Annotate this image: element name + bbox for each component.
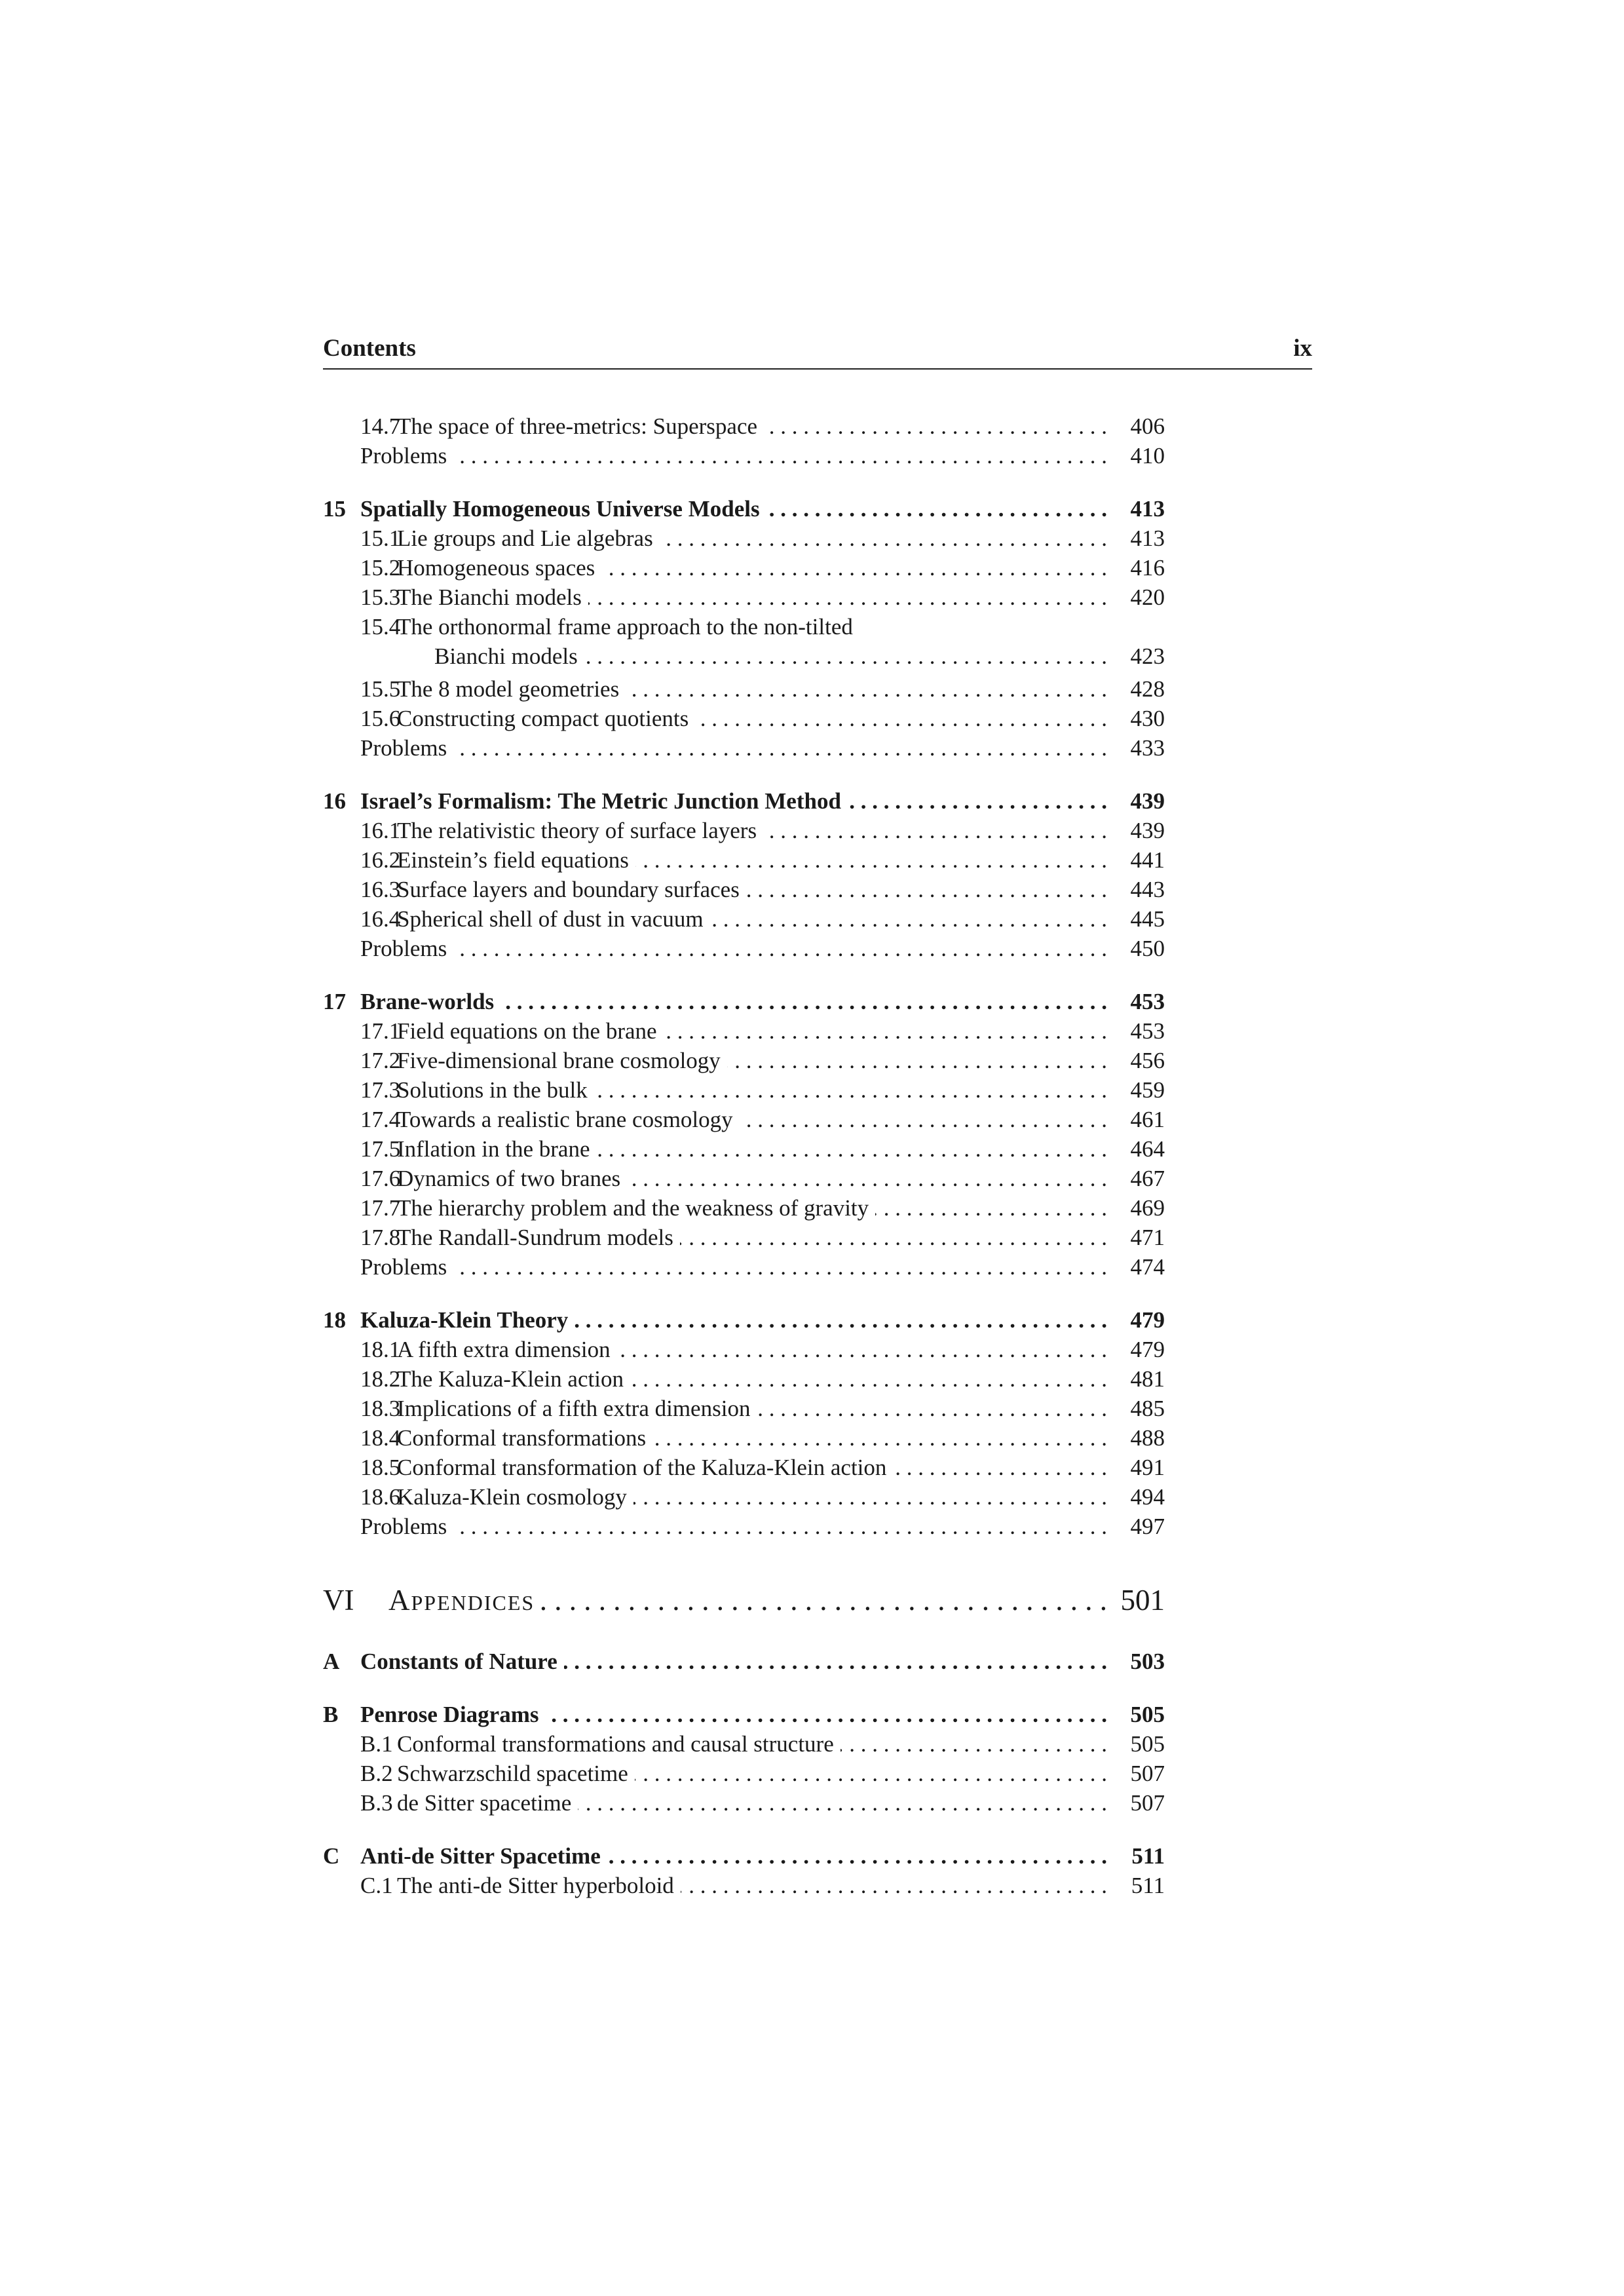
- leader-dots: [601, 553, 1107, 583]
- entry-number: 14.7: [360, 413, 401, 439]
- entry-page-number: 459: [1130, 1077, 1165, 1103]
- entry-title: Implications of a fifth extra dimension: [397, 1396, 751, 1421]
- entry-number: B.2: [360, 1761, 393, 1786]
- entry-page-number: 464: [1130, 1136, 1165, 1162]
- leader-dots: [635, 845, 1107, 875]
- entry-page-number: 511: [1131, 1873, 1165, 1898]
- entry-title: A fifth extra dimension: [397, 1337, 611, 1362]
- leader-dots: [652, 1423, 1107, 1453]
- toc-section-entry[interactable]: [323, 1759, 1165, 1788]
- toc-section-entry[interactable]: [323, 1193, 1165, 1223]
- entry-number: B.1: [360, 1731, 393, 1757]
- leader-dots: [453, 1512, 1107, 1541]
- entry-title: Constants of Nature: [360, 1649, 557, 1674]
- entry-number: VI: [323, 1584, 354, 1617]
- entry-number: 18.1: [360, 1337, 401, 1362]
- toc-section-entry[interactable]: [323, 1046, 1165, 1075]
- leader-dots: [680, 1223, 1107, 1252]
- entry-number: 15: [323, 496, 346, 522]
- entry-number: 18: [323, 1307, 346, 1333]
- entry-page-number: 430: [1130, 706, 1165, 731]
- entry-title: Inflation in the brane: [397, 1136, 590, 1162]
- entry-title: The Randall-Sundrum models: [397, 1225, 673, 1250]
- entry-number: 17.5: [360, 1136, 401, 1162]
- spacer: [323, 1541, 1165, 1577]
- entry-number: A: [323, 1649, 340, 1674]
- entry-page-number: 485: [1130, 1396, 1165, 1421]
- entry-title: Dynamics of two branes: [397, 1166, 621, 1191]
- toc-appendix-entry[interactable]: [323, 1647, 1165, 1676]
- entry-page-number: 410: [1130, 443, 1165, 469]
- leader-dots: [588, 583, 1107, 612]
- entry-number: 15.4: [360, 614, 401, 640]
- leader-dots: [617, 1335, 1107, 1364]
- entry-number: 17.7: [360, 1195, 401, 1221]
- entry-page-number: 467: [1130, 1166, 1165, 1191]
- entry-page-number: 445: [1130, 906, 1165, 932]
- entry-title: The Kaluza-Klein action: [397, 1366, 624, 1392]
- entry-title: The anti-de Sitter hyperboloid: [397, 1873, 674, 1898]
- entry-title: The space of three-metrics: Superspace: [397, 413, 758, 439]
- leader-dots: [764, 411, 1107, 441]
- leader-dots: [541, 1577, 1107, 1623]
- entry-title: The hierarchy problem and the weakness of gravity: [397, 1195, 869, 1221]
- toc-section-entry[interactable]: [323, 1105, 1165, 1134]
- leader-dots: [763, 816, 1107, 845]
- entry-number: B: [323, 1702, 339, 1727]
- entry-page-number: 503: [1130, 1649, 1165, 1674]
- entry-number: 18.6: [360, 1484, 401, 1510]
- entry-title: Spherical shell of dust in vacuum: [397, 906, 704, 932]
- leader-dots: [453, 1252, 1107, 1282]
- entry-page-number: 501: [1120, 1584, 1165, 1617]
- entry-number: 17.2: [360, 1048, 401, 1073]
- leader-dots: [546, 1700, 1108, 1729]
- entry-title: Kaluza-Klein Theory: [360, 1307, 569, 1333]
- leader-dots: [664, 1016, 1107, 1046]
- toc-section-entry[interactable]: [323, 845, 1165, 875]
- entry-title: The orthonormal frame approach to the non-tilted: [397, 614, 853, 640]
- entry-page-number: 461: [1130, 1107, 1165, 1132]
- toc-problems-entry[interactable]: [323, 934, 1165, 963]
- entry-title: Problems: [360, 1254, 447, 1280]
- entry-title: Appendices: [388, 1584, 535, 1617]
- entry-title: Problems: [360, 735, 447, 761]
- toc-section-entry[interactable]: [323, 1223, 1165, 1252]
- entry-title: Kaluza-Klein cosmology: [397, 1484, 627, 1510]
- entry-page-number: 416: [1130, 555, 1165, 581]
- entry-title: Schwarzschild spacetime: [397, 1761, 628, 1786]
- entry-page-number: 469: [1130, 1195, 1165, 1221]
- entry-page-number: 439: [1130, 818, 1165, 843]
- entry-number: 15.1: [360, 526, 401, 551]
- toc-chapter-entry[interactable]: [323, 1305, 1165, 1335]
- toc-section-entry[interactable]: [323, 1482, 1165, 1512]
- entry-number: 17.1: [360, 1018, 401, 1044]
- toc-problems-entry[interactable]: [323, 1512, 1165, 1541]
- toc-problems-entry[interactable]: [323, 1252, 1165, 1282]
- entry-title: Surface layers and boundary surfaces: [397, 877, 740, 902]
- toc-section-entry[interactable]: [323, 1394, 1165, 1423]
- leader-dots: [626, 674, 1107, 704]
- entry-title: Problems: [360, 1514, 447, 1539]
- entry-page-number: 505: [1130, 1731, 1165, 1757]
- leader-dots: [453, 733, 1107, 763]
- entry-title: Five-dimensional brane cosmology: [397, 1048, 721, 1073]
- entry-page-number: 423: [1130, 643, 1165, 669]
- entry-number: 15.3: [360, 584, 401, 610]
- leader-dots: [453, 441, 1107, 470]
- leader-dots: [607, 1841, 1107, 1871]
- leader-dots: [578, 1788, 1107, 1818]
- entry-title: Conformal transformation of the Kaluza-Klein action: [397, 1455, 887, 1480]
- spacer: [323, 963, 1165, 987]
- toc-section-entry[interactable]: [323, 1871, 1165, 1900]
- toc-section-entry[interactable]: [323, 612, 1165, 641]
- leader-dots: [575, 1305, 1107, 1335]
- entry-page-number: 453: [1130, 1018, 1165, 1044]
- toc-section-entry[interactable]: [323, 904, 1165, 934]
- entry-title: Homogeneous spaces: [397, 555, 595, 581]
- spacer: [323, 1282, 1165, 1305]
- entry-title: The relativistic theory of surface layers: [397, 818, 757, 843]
- entry-number: 18.5: [360, 1455, 401, 1480]
- entry-title: Einstein’s field equations: [397, 847, 629, 873]
- entry-page-number: 481: [1130, 1366, 1165, 1392]
- entry-number: 16.2: [360, 847, 401, 873]
- entry-number: 17.4: [360, 1107, 401, 1132]
- leader-dots: [848, 786, 1107, 816]
- entry-title: Conformal transformations and causal structure: [397, 1731, 834, 1757]
- entry-title: Israel’s Formalism: The Metric Junction Method: [360, 788, 841, 814]
- entry-page-number: 474: [1130, 1254, 1165, 1280]
- entry-page-number: 471: [1130, 1225, 1165, 1250]
- toc-section-entry[interactable]: [323, 704, 1165, 733]
- entry-title: Solutions in the bulk: [397, 1077, 588, 1103]
- toc-section-entry[interactable]: [323, 1335, 1165, 1364]
- leader-dots: [635, 1759, 1107, 1788]
- entry-number: 15.6: [360, 706, 401, 731]
- entry-title: The 8 model geometries: [397, 676, 620, 702]
- toc-section-entry[interactable]: [323, 583, 1165, 612]
- entry-title: Penrose Diagrams: [360, 1702, 539, 1727]
- entry-page-number: 420: [1130, 584, 1165, 610]
- entry-title: Spatially Homogeneous Universe Models: [360, 496, 760, 522]
- leader-dots: [766, 494, 1107, 524]
- spacer: [323, 1818, 1165, 1841]
- entry-title: Anti-de Sitter Spacetime: [360, 1843, 601, 1869]
- table-of-contents: [323, 411, 1165, 1900]
- leader-dots: [594, 1075, 1107, 1105]
- toc-section-entry[interactable]: [323, 411, 1165, 441]
- toc-chapter-entry[interactable]: [323, 786, 1165, 816]
- toc-section-entry[interactable]: [323, 1788, 1165, 1818]
- header-page-number: ix: [1293, 335, 1312, 362]
- header-title: Contents: [323, 335, 416, 362]
- leader-dots: [633, 1482, 1107, 1512]
- entry-number: 18.3: [360, 1396, 401, 1421]
- leader-dots: [875, 1193, 1107, 1223]
- entry-title: Problems: [360, 443, 447, 469]
- toc-section-entry[interactable]: [323, 1164, 1165, 1193]
- entry-title: Conformal transformations: [397, 1425, 647, 1451]
- entry-title: Problems: [360, 936, 447, 961]
- entry-number: 16.1: [360, 818, 401, 843]
- leader-dots: [500, 987, 1107, 1016]
- document-page: [323, 334, 1312, 1900]
- toc-section-entry[interactable]: [323, 1729, 1165, 1759]
- entry-page-number: 439: [1130, 788, 1165, 814]
- entry-page-number: 488: [1130, 1425, 1165, 1451]
- entry-number: C.1: [360, 1873, 393, 1898]
- entry-page-number: 406: [1130, 413, 1165, 439]
- entry-page-number: 505: [1130, 1702, 1165, 1727]
- leader-dots: [681, 1871, 1107, 1900]
- entry-number: 16: [323, 788, 346, 814]
- leader-dots: [757, 1394, 1107, 1423]
- toc-problems-entry[interactable]: [323, 441, 1165, 470]
- entry-page-number: 433: [1130, 735, 1165, 761]
- leader-dots: [453, 934, 1107, 963]
- toc-appendix-entry[interactable]: [323, 1841, 1165, 1871]
- entry-page-number: 450: [1130, 936, 1165, 961]
- entry-title: de Sitter spacetime: [397, 1790, 572, 1816]
- leader-dots: [727, 1046, 1107, 1075]
- spacer: [323, 1623, 1165, 1647]
- entry-page-number: 479: [1130, 1337, 1165, 1362]
- entry-page-number: 456: [1130, 1048, 1165, 1073]
- toc-chapter-entry[interactable]: [323, 987, 1165, 1016]
- leader-dots: [596, 1134, 1107, 1164]
- entry-page-number: 511: [1131, 1843, 1165, 1869]
- leader-dots: [740, 1105, 1107, 1134]
- toc-section-entry[interactable]: [323, 816, 1165, 845]
- entry-number: 16.3: [360, 877, 401, 902]
- toc-appendix-entry[interactable]: [323, 1700, 1165, 1729]
- entry-page-number: 491: [1130, 1455, 1165, 1480]
- leader-dots: [746, 875, 1107, 904]
- leader-dots: [660, 524, 1107, 553]
- entry-number: 17: [323, 989, 346, 1014]
- entry-title: Constructing compact quotients: [397, 706, 689, 731]
- spacer: [323, 470, 1165, 494]
- entry-number: B.3: [360, 1790, 393, 1816]
- spacer: [323, 763, 1165, 786]
- entry-page-number: 453: [1130, 989, 1165, 1014]
- entry-title: Brane-worlds: [360, 989, 495, 1014]
- entry-page-number: 413: [1130, 526, 1165, 551]
- entry-page-number: 443: [1130, 877, 1165, 902]
- entry-page-number: 428: [1130, 676, 1165, 702]
- toc-section-entry[interactable]: [323, 1453, 1165, 1482]
- entry-number: 18.4: [360, 1425, 401, 1451]
- entry-number: 15.5: [360, 676, 401, 702]
- entry-number: 15.2: [360, 555, 401, 581]
- entry-title: Lie groups and Lie algebras: [397, 526, 653, 551]
- entry-title: The Bianchi models: [397, 584, 582, 610]
- toc-section-entry[interactable]: [323, 1134, 1165, 1164]
- entry-page-number: 479: [1130, 1307, 1165, 1333]
- toc-section-entry[interactable]: [323, 1075, 1165, 1105]
- leader-dots: [893, 1453, 1107, 1482]
- entry-page-number: 507: [1130, 1761, 1165, 1786]
- leader-dots: [584, 641, 1107, 671]
- entry-page-number: 441: [1130, 847, 1165, 873]
- entry-number: 17.3: [360, 1077, 401, 1103]
- entry-number: 16.4: [360, 906, 401, 932]
- entry-number: C: [323, 1843, 340, 1869]
- toc-chapter-entry[interactable]: [323, 494, 1165, 524]
- toc-part-entry[interactable]: [323, 1577, 1165, 1623]
- entry-page-number: 413: [1130, 496, 1165, 522]
- leader-dots: [564, 1647, 1107, 1676]
- entry-page-number: 497: [1130, 1514, 1165, 1539]
- toc-section-entry[interactable]: [323, 674, 1165, 704]
- leader-dots: [710, 904, 1107, 934]
- toc-section-entry[interactable]: [323, 1364, 1165, 1394]
- spacer: [323, 1676, 1165, 1700]
- toc-section-entry[interactable]: [323, 875, 1165, 904]
- toc-problems-entry[interactable]: [323, 733, 1165, 763]
- toc-section-entry[interactable]: [323, 553, 1165, 583]
- entry-title: Field equations on the brane: [397, 1018, 657, 1044]
- leader-dots: [695, 704, 1107, 733]
- leader-dots: [840, 1729, 1107, 1759]
- entry-number: 17.6: [360, 1166, 401, 1191]
- toc-section-entry[interactable]: [323, 1423, 1165, 1453]
- entry-title: Towards a realistic brane cosmology: [397, 1107, 733, 1132]
- entry-page-number: 494: [1130, 1484, 1165, 1510]
- entry-number: 18.2: [360, 1366, 401, 1392]
- leader-dots: [627, 1164, 1107, 1193]
- running-header: [323, 334, 1312, 370]
- entry-number: 17.8: [360, 1225, 401, 1250]
- toc-section-entry[interactable]: [323, 1016, 1165, 1046]
- leader-dots: [630, 1364, 1107, 1394]
- entry-page-number: 507: [1130, 1790, 1165, 1816]
- toc-section-entry-continued[interactable]: [323, 641, 1165, 674]
- entry-title-continued: Bianchi models: [434, 643, 578, 669]
- toc-section-entry[interactable]: [323, 524, 1165, 553]
